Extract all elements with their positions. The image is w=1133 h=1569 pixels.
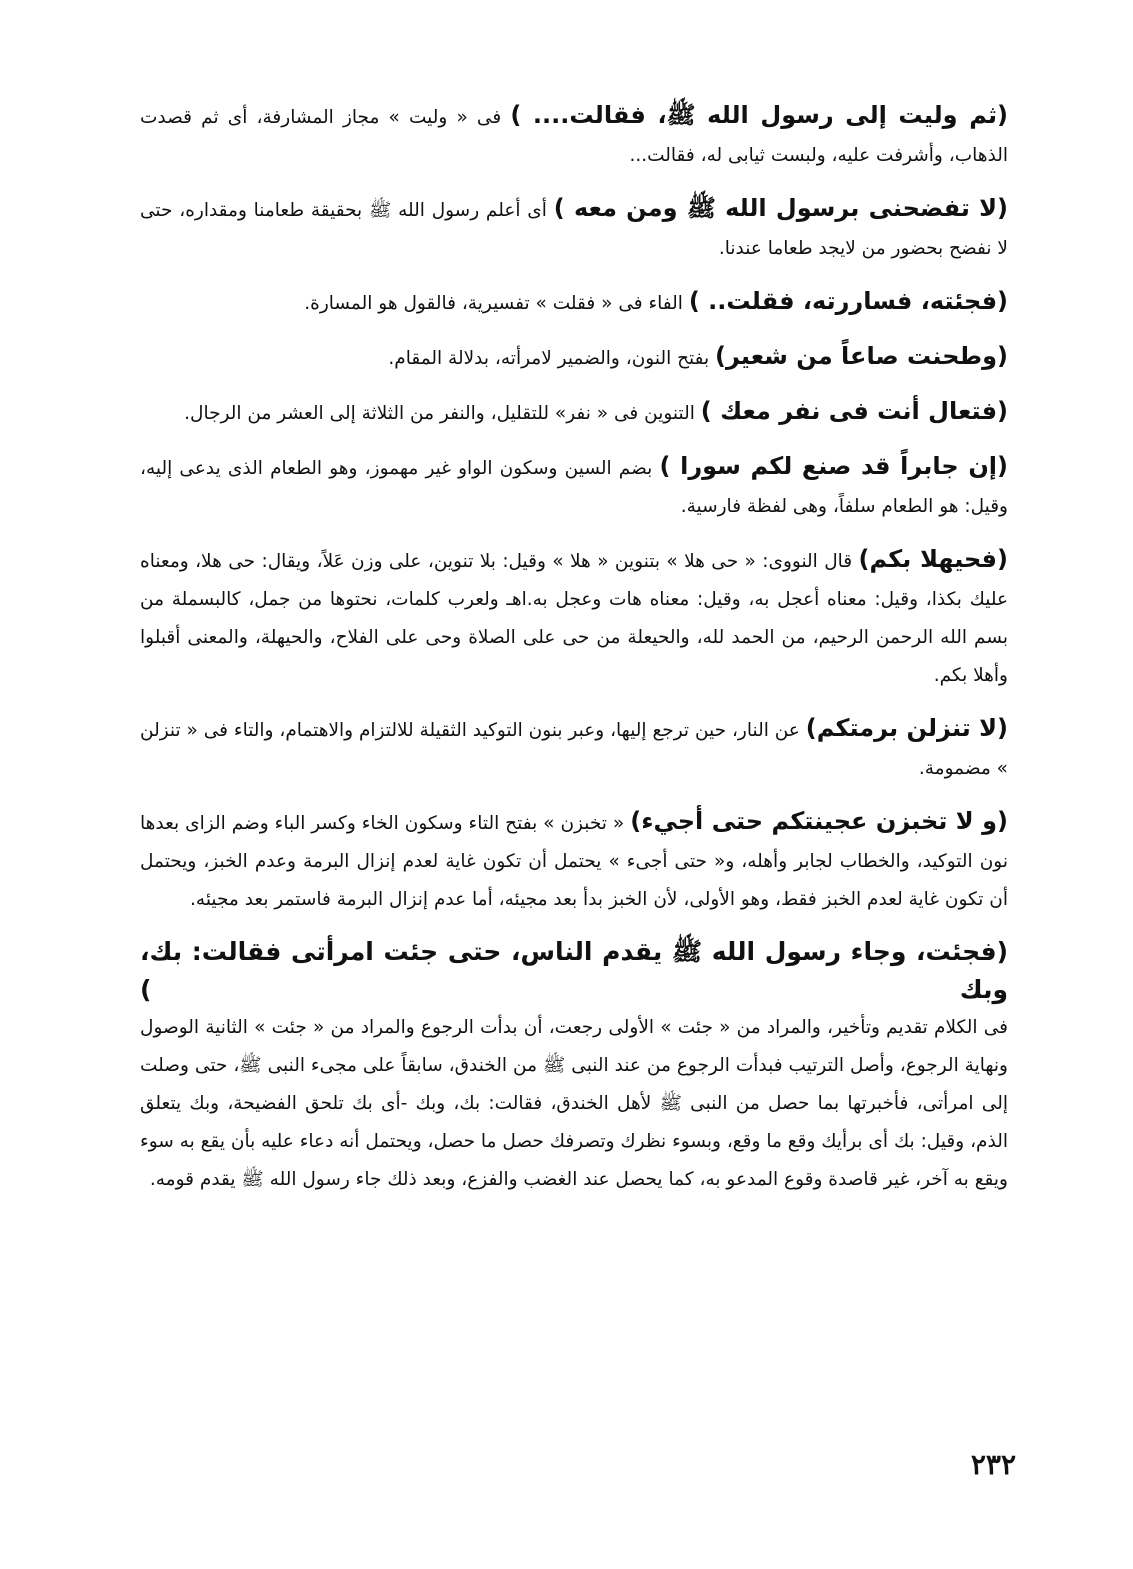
entry-heading: (فحيهلا بكم): [858, 545, 1008, 573]
paragraph-6: [140, 447, 1008, 526]
paragraph-7: [140, 540, 1008, 695]
entry-body: فى « وليت » مجاز المشارفة، أى ثم قصدت الذهاب، وأشرفت عليه، ولبست ثيابى له، فقالت...: [140, 107, 1008, 166]
entry-heading: (فتعال أنت فى نفر معك ): [700, 397, 1008, 425]
entry-heading: (فجئت، وجاء رسول الله ﷺ يقدم الناس، حتى جئت امرأتى فقالت: بك، وبك ): [140, 937, 1008, 1004]
paragraph-10: [140, 933, 1008, 1199]
page-content: [140, 96, 1008, 1213]
entry-heading: (و لا تخبزن عجينتكم حتى أجيء): [630, 807, 1008, 835]
paragraph-1: [140, 96, 1008, 175]
entry-body: الفاء فى « فقلت » تفسيرية، فالقول هو المسارة.: [304, 293, 683, 314]
page-number: ٢٣٢: [970, 1448, 1016, 1481]
entry-body: التنوين فى « نفر» للتقليل، والنفر من الثلاثة إلى العشر من الرجال.: [184, 403, 695, 424]
paragraph-8: [140, 709, 1008, 788]
entry-heading: (لا تنزلن برمتكم): [805, 714, 1008, 742]
entry-body: بفتح النون، والضمير لامرأته، بدلالة المقام.: [388, 348, 710, 369]
entry-body: قال النووى: « حى هلا » بتنوين « هلا » وقيل: بلا تنوين، على وزن عَلاً، ويقال: حى هلا، ومعناه عليك بكذا، وقيل: معناه أعجل به، وقيل: معناه هات وعجل به.اهـ ولعرب كلمات، نحتوها من جمل، كالبسملة من بسم الله الرحمن الرحيم، من الحمد لله، والحيعلة من حى على الصلاة وحى على الفلاح، والحيهلة، والمعنى أقبلوا وأهلا بكم.: [140, 551, 1008, 686]
entry-heading: (إن جابراً قد صنع لكم سورا ): [659, 452, 1008, 480]
paragraph-4: [140, 337, 1008, 378]
entry-body: « تخبزن » بفتح التاء وسكون الخاء وكسر الباء وضم الزاى بعدها نون التوكيد، والخطاب لجابر وأهله، و« حتى أجىء » يحتمل أن تكون غاية لعدم إنزال البرمة وعدم الخبز، ويحتمل أن تكون غاية لعدم الخبز فقط، وهو الأولى، لأن الخبز بدأ بعد مجيئه، أما عدم إنزال البرمة فاستمر بعد مجيئه.: [140, 813, 1008, 910]
paragraph-2: [140, 189, 1008, 268]
entry-body: فى الكلام تقديم وتأخير، والمراد من « جئت » الأولى رجعت، أن بدأت الرجوع والمراد من « جئت » الثانية الوصول ونهاية الرجوع، وأصل الترتيب فبدأت الرجوع من عند النبى ﷺ من الخندق، سابقاً على مجىء النبى ﷺ، حتى وصلت إلى امرأتى، فأخبرتها بما حصل من النبى ﷺ لأهل الخندق، فقالت: بك، وبك -أى بك تلحق الفضيحة، وبك يتعلق الذم، وقيل: بك أى برأيك وقع ما وقع، وبسوء نظرك وتصرفك حصل ما حصل، ويحتمل أنه دعاء عليه بأن يقع به سوء ويقع به آخر، غير قاصدة وقوع المدعو به، كما يحصل عند الغضب والفزع، وبعد ذلك جاء رسول الله ﷺ يقدم قومه.: [140, 1017, 1008, 1190]
entry-body: بضم السين وسكون الواو غير مهموز، وهو الطعام الذى يدعى إليه، وقيل: هو الطعام سلفاً، وهى لفظة فارسية.: [140, 458, 1008, 517]
entry-heading: (وطحنت صاعاً من شعير): [715, 342, 1008, 370]
paragraph-5: [140, 392, 1008, 433]
entry-body: عن النار، حين ترجع إليها، وعبر بنون التوكيد الثقيلة للالتزام والاهتمام، والتاء فى « تنزلن » مضمومة.: [139, 720, 1008, 779]
entry-heading: (لا تفضحنى برسول الله ﷺ ومن معه ): [553, 194, 1009, 222]
paragraph-9: [140, 802, 1008, 919]
paragraph-3: [140, 282, 1008, 323]
entry-heading: (ثم وليت إلى رسول الله ﷺ، فقالت.... ): [510, 101, 1008, 129]
entry-body: أى أعلم رسول الله ﷺ بحقيقة طعامنا ومقداره، حتى لا نفضح بحضور من لايجد طعاما عندنا.: [140, 200, 1008, 259]
entry-heading: (فجئته، فساررته، فقلت.. ): [688, 287, 1008, 315]
